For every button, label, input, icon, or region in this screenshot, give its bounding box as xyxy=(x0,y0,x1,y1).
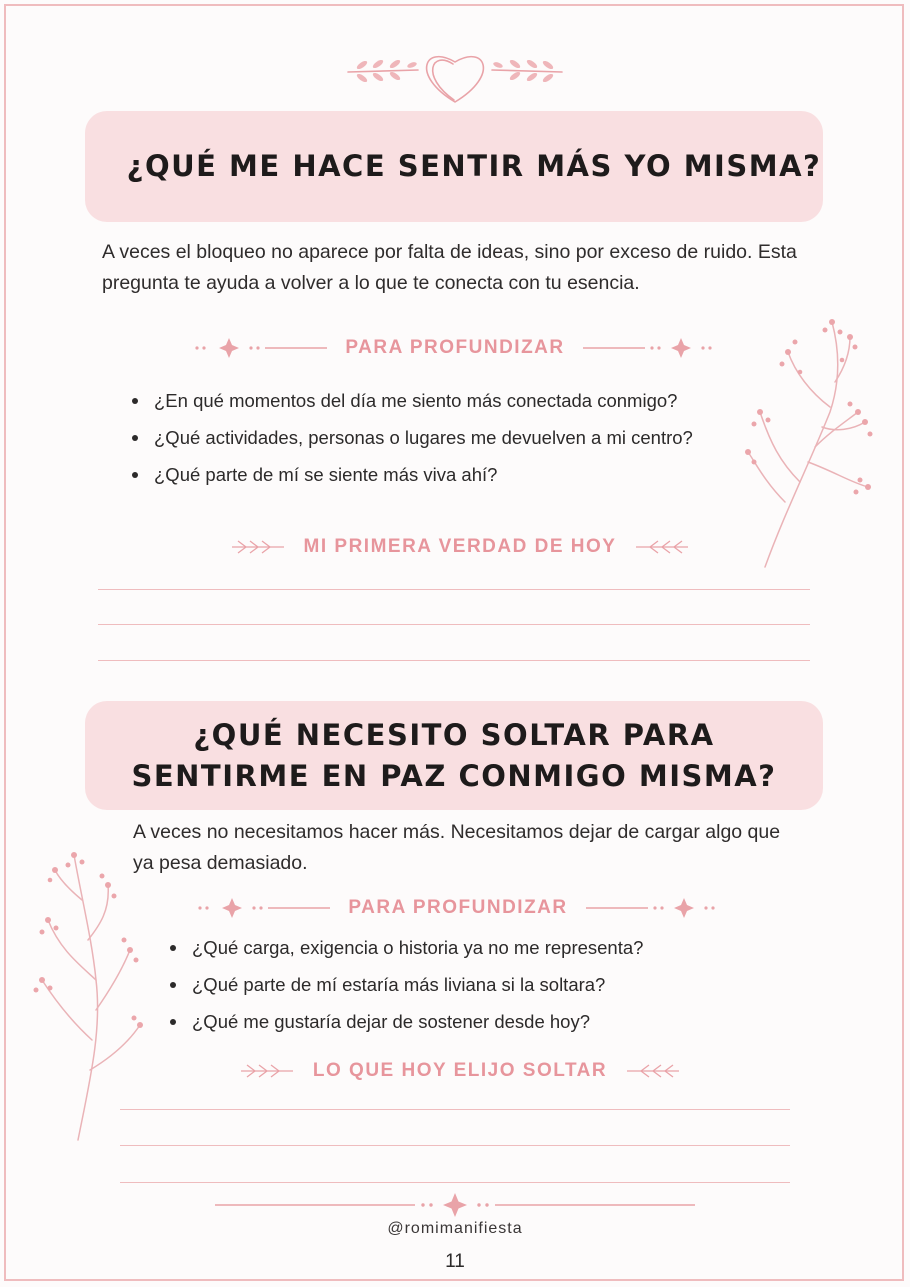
social-handle: @romimanifiesta xyxy=(387,1220,523,1237)
list-item: ¿Qué parte de mí estaría más liviana si la soltara? xyxy=(168,966,768,1003)
section2-subheading-row xyxy=(168,892,748,924)
section1-title: ¿QUÉ ME HACE SENTIR MÁS YO MISMA? xyxy=(126,149,822,184)
heart-laurel-icon xyxy=(340,40,570,110)
answer-line[interactable] xyxy=(98,589,810,590)
section2-title-line2: SENTIRME EN PAZ CONMIGO MISMA? xyxy=(131,758,777,793)
section1-answer-heading: MI PRIMERA VERDAD DE HOY xyxy=(303,536,617,557)
sparkle-divider-icon xyxy=(215,1193,695,1217)
leaf-sprig-icon xyxy=(230,538,286,556)
answer-line[interactable] xyxy=(120,1182,790,1183)
leaf-sprig-icon xyxy=(625,1062,681,1080)
leaf-sprig-icon xyxy=(634,538,690,556)
section1-question-list xyxy=(130,382,750,493)
sparkle-divider-icon xyxy=(190,898,330,918)
list-item: ¿Qué me gustaría dejar de sostener desde hoy? xyxy=(168,1003,768,1040)
answer-line[interactable] xyxy=(98,660,810,661)
section1-title-band xyxy=(85,111,823,222)
answer-line[interactable] xyxy=(120,1109,790,1110)
sparkle-divider-icon xyxy=(583,338,723,358)
section2-question-list xyxy=(168,929,768,1040)
answer-line[interactable] xyxy=(98,624,810,625)
section2-answer-heading: LO QUE HOY ELIJO SOLTAR xyxy=(312,1060,608,1081)
list-item: ¿En qué momentos del día me siento más conectada conmigo? xyxy=(130,382,750,419)
floral-branch-icon xyxy=(30,840,150,1145)
section2-answer-heading-row xyxy=(210,1056,710,1086)
list-item: ¿Qué carga, exigencia o historia ya no me representa? xyxy=(168,929,768,966)
section1-answer-heading-row xyxy=(200,532,720,562)
section1-intro: A veces el bloqueo no aparece por falta de ideas, sino por exceso de ruido. Esta pregunta te ayuda a volver a lo que te conecta con tu esencia. xyxy=(102,241,797,294)
section2-subheading: PARA PROFUNDIZAR xyxy=(348,897,568,918)
section2-title xyxy=(131,715,776,796)
section2-title-band xyxy=(85,701,823,810)
section1-subheading: PARA PROFUNDIZAR xyxy=(345,337,565,358)
answer-line[interactable] xyxy=(120,1145,790,1146)
section2-intro: A veces no necesitamos hacer más. Necesitamos dejar de cargar algo que ya pesa demasiado. xyxy=(133,821,781,874)
sparkle-divider-icon xyxy=(187,338,327,358)
floral-branch-icon xyxy=(740,312,880,572)
section2-title-line1: ¿QUÉ NECESITO SOLTAR PARA xyxy=(193,717,715,752)
page-number: 11 xyxy=(445,1251,465,1272)
list-item: ¿Qué actividades, personas o lugares me devuelven a mi centro? xyxy=(130,419,750,456)
section1-subheading-row xyxy=(160,332,750,364)
leaf-sprig-icon xyxy=(239,1062,295,1080)
sparkle-divider-icon xyxy=(586,898,726,918)
list-item: ¿Qué parte de mí se siente más viva ahí? xyxy=(130,456,750,493)
